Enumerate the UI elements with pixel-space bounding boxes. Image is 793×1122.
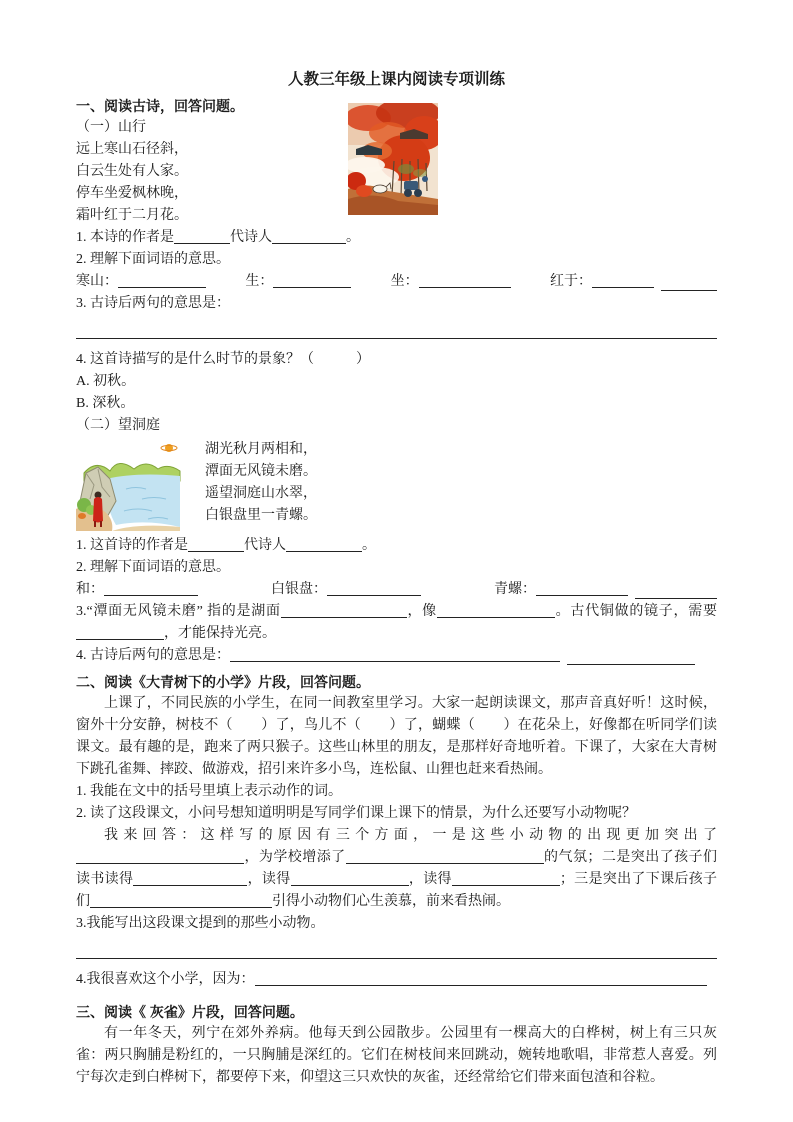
term-qingluo: 青螺：: [494, 579, 717, 601]
answer-blank: [76, 624, 164, 640]
answer-blank: [230, 646, 560, 662]
poem1-subtitle: （一）山行: [76, 120, 146, 135]
s1b-question-2: 2. 理解下面词语的意思。: [76, 560, 230, 575]
s1b-terms-row: [76, 579, 717, 601]
section2-heading: 二、阅读《大青树下的小学》片段，回答问题。: [76, 674, 370, 690]
shanxing-autumn-painting-image: [348, 103, 438, 215]
spacer: [76, 315, 717, 329]
divider-line: [76, 338, 717, 339]
s2-question-1: 1. 我能在文中的括号里填上表示动作的词。: [76, 784, 342, 799]
s1b-question-1: 1. 这首诗的作者是 代诗人 。: [76, 538, 376, 553]
answer-blank: [174, 228, 230, 244]
answer-blank: [104, 580, 198, 596]
s1-question-1: 1. 本诗的作者是 代诗人 。: [76, 230, 360, 245]
answer-blank: [327, 580, 421, 596]
answer-blank: [592, 272, 654, 288]
answer-blank: [635, 583, 717, 599]
answer-blank: [118, 272, 206, 288]
s1-question-4: 4. 这首诗描写的是什么时节的景象？（ ）: [76, 352, 370, 367]
term-hongyu: 红于：: [550, 271, 717, 293]
s1-question-3: 3. 古诗后两句的意思是：: [76, 296, 230, 311]
poem-dongting-block: [76, 439, 717, 531]
answer-blank: [188, 536, 244, 552]
spacer: [76, 935, 717, 949]
s1b-question-3: 3.“潭面无风镜未磨” 指的是湖面 ，像 。古代铜做的镜子，需要，才能保持光亮。: [76, 604, 717, 641]
poem1-line: 停车坐爱枫林晚，: [76, 186, 188, 201]
answer-blank: [273, 272, 351, 288]
s2-answer-paragraph: 我来回答：这样写的原因有三个方面，一是这些小动物的出现更加突出了，为学校增添了 的气氛；二是突出了孩子们读书读得 ，读得 ，读得 ；三是突出了下课后孩子们 引得小动物们心生羡慕，前来看热闹。: [76, 828, 718, 909]
answer-blank: [437, 602, 555, 618]
answer-blank: [291, 870, 409, 886]
answer-blank: [255, 970, 707, 986]
term-sheng: 生：: [245, 271, 351, 293]
term-he: 和：: [76, 579, 198, 601]
answer-blank: [452, 870, 560, 886]
s1b-question-4: 4. 古诗后两句的意思是：: [76, 645, 717, 667]
answer-blank: [272, 228, 346, 244]
answer-blank: [346, 848, 544, 864]
term-baiyinpan: 白银盘：: [271, 579, 421, 601]
answer-blank: [661, 275, 717, 291]
s1-option-a: A. 初秋。: [76, 374, 136, 389]
poem1-line: 白云生处有人家。: [76, 164, 188, 179]
s1-question-2: 2. 理解下面词语的意思。: [76, 252, 230, 267]
answer-blank: [536, 580, 628, 596]
s1-terms-row: [76, 271, 717, 293]
section3-heading: 三、阅读《 灰雀》片段，回答问题。: [76, 1004, 304, 1020]
term-zuo: 坐：: [391, 271, 511, 293]
answer-blank: [76, 848, 244, 864]
s2-question-2: 2. 读了这段课文，小问号想知道明明是写同学们课上课下的情景，为什么还要写小动物呢？: [76, 806, 636, 821]
poem-shanxing-block: [76, 117, 717, 227]
poem1-line: 霜叶红于二月花。: [76, 208, 188, 223]
poem1-line: 远上寒山石径斜，: [76, 142, 188, 157]
s2-passage: 上课了，不同民族的小学生，在同一间教室里学习。大家一起朗读课文，那声音真好听！这时候，窗外十分安静，树枝不（ ）了，鸟儿不（ ）了，蝴蝶（ ）在花朵上，好像都在听同学们读课文。最有趣的是，跑来了两只猴子。这些山林里的朋友，是那样好奇地听着。下课了，大家在大青树下跳孔雀舞、摔跤、做游戏，招引来许多小鸟，连松鼠、山狸也赶来看热闹。: [76, 696, 717, 777]
s1-option-b: B. 深秋。: [76, 396, 135, 411]
s2-question-4: 4.我很喜欢这个小学，因为：: [76, 969, 717, 991]
answer-blank: [281, 602, 407, 618]
s3-passage: 有一年冬天，列宁在郊外养病。他每天到公园散步。公园里有一棵高大的白桦树，树上有三只灰雀：两只胸脯是粉红的，一只胸脯是深红的。它们在树枝间来回跳动，婉转地歌唱，非常惹人喜爱。列宁每次走到白桦树下，都要停下来，仰望这三只欢快的灰雀，还经常给它们带来面包渣和谷粒。: [76, 1026, 717, 1085]
answer-blank: [133, 870, 247, 886]
poem2-lines: [205, 439, 317, 527]
poem2-line: 潭面无风镜未磨。: [205, 464, 317, 479]
page-title: 人教三年级上课内阅读专项训练: [287, 71, 505, 88]
answer-blank: [567, 649, 695, 665]
s2-question-3: 3.我能写出这段课文提到的那些小动物。: [76, 916, 325, 931]
answer-blank: [286, 536, 362, 552]
poem2-line: 白银盘里一青螺。: [205, 508, 317, 523]
answer-blank: [90, 892, 272, 908]
poem2-line: 遥望洞庭山水翠，: [205, 486, 317, 501]
divider-line: [76, 958, 717, 959]
dongting-lake-illustration-image: [76, 439, 186, 531]
poem2-line: 湖光秋月两相和，: [205, 442, 317, 457]
poem2-subtitle: （二）望洞庭: [76, 418, 160, 433]
term-hanshan: 寒山：: [76, 271, 206, 293]
section1-heading: 一、阅读古诗，回答问题。: [76, 98, 244, 114]
answer-blank: [419, 272, 511, 288]
